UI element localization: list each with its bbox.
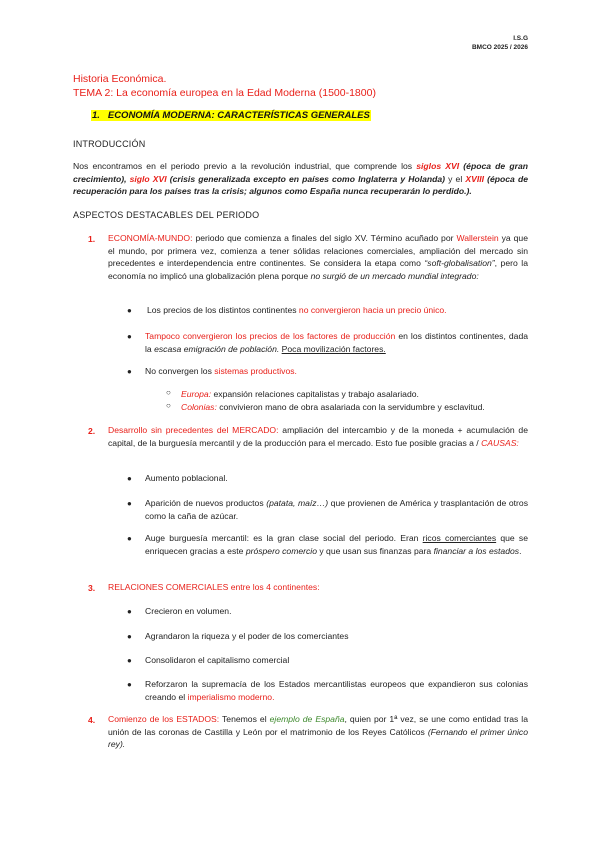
bullet-burguesia: Auge burguesía mercantil: es la gran clase social del periodo. Eran ricos comerciantes que se enriquecen gracias a este próspero comercio y que usan sus finanzas para financiar a los estados. xyxy=(145,533,528,556)
title-topic: TEMA 2: La economía europea en la Edad Moderna (1500-1800) xyxy=(73,87,376,99)
item-number: 4. xyxy=(88,715,96,725)
bullet-precios: Los precios de los distintos continentes no convergieron hacia un precio único. xyxy=(147,305,447,315)
sub-bullet-icon: ○ xyxy=(166,388,171,397)
item-number: 1. xyxy=(88,234,96,244)
bullet-poblacion: Aumento poblacional. xyxy=(145,473,228,483)
item-relaciones: RELACIONES COMERCIALES entre los 4 continentes: xyxy=(108,582,320,592)
intro-heading: INTRODUCCIÓN xyxy=(73,139,146,149)
item-number: 2. xyxy=(88,426,96,436)
section-number: 1. xyxy=(92,110,100,121)
document-title xyxy=(73,72,376,100)
bullet-volumen: Crecieron en volumen. xyxy=(145,606,232,616)
bullet-icon: ● xyxy=(127,474,132,483)
bullet-factores: Tampoco convergieron los precios de los factores de producción en los distintos continentes, dada la escasa emigración de población. Poca movilización factores. xyxy=(145,331,529,354)
item-estados: Comienzo de los ESTADOS: Tenemos el ejemplo de España, quien por 1ª vez, se une como entidad tras la unión de las coronas de Castilla y León por el matrimonio de los Reyes Católicos (Fernando el primer único rey). xyxy=(108,714,528,749)
title-subject: Historia Económica. xyxy=(73,73,167,85)
section-heading xyxy=(91,110,371,121)
item-economia-mundo: ECONOMÍA-MUNDO: periodo que comienza a finales del siglo XV. Término acuñado por Wallerstein ya que el mundo, por primera vez, comienza a tener sólidas relaciones comerciales, ampliación del mercado sin precedentes e interdependencia entre continentes. Se considera la etapa como “soft-globalisation”, pero la economía no implicó una globalización plena porque no surgió de un mercado mundial integrado: xyxy=(108,233,528,281)
bullet-icon: ● xyxy=(127,534,132,543)
item-mercado: Desarrollo sin precedentes del MERCADO: ampliación del intercambio y de la moneda + acumulación de capital, de la burguesía mercantil y de la producción para el mercado. Esto fue posible gracias a / CAUSAS: xyxy=(108,425,528,448)
intro-paragraph: Nos encontramos en el periodo previo a la revolución industrial, que comprende los siglos XVI (época de gran crecimiento), siglo XVI (crisis generalizada excepto en países como Inglaterra y Holanda) y el XVIII (época de recuperación para los países tras la crisis; algunos como España nunca recuperarán lo perdido.). xyxy=(73,161,528,196)
header-course: BMCO 2025 / 2026 xyxy=(471,44,528,51)
bullet-sistemas: No convergen los sistemas productivos. xyxy=(145,366,297,376)
sub-bullet-colonias: Colonias: convivieron mano de obra asalariada con la servidumbre y esclavitud. xyxy=(181,402,485,412)
bullet-icon: ● xyxy=(127,632,132,641)
bullet-icon: ● xyxy=(127,607,132,616)
bullet-icon: ● xyxy=(127,306,132,315)
bullet-supremacia: Reforzaron la supremacía de los Estados mercantilistas europeos que expandieron sus colonias creando el imperialismo moderno. xyxy=(145,679,528,702)
aspects-heading: ASPECTOS DESTACABLES DEL PERIODO xyxy=(73,210,260,220)
section-label: ECONOMÍA MODERNA: CARACTERÍSTICAS GENERALES xyxy=(107,110,370,121)
bullet-icon: ● xyxy=(127,499,132,508)
document-header xyxy=(472,34,528,52)
item-number: 3. xyxy=(88,583,96,593)
bullet-icon: ● xyxy=(127,656,132,665)
header-initials: I.S.G xyxy=(513,35,528,42)
bullet-icon: ● xyxy=(127,332,132,341)
bullet-icon: ● xyxy=(127,367,132,376)
bullet-riqueza: Agrandaron la riqueza y el poder de los comerciantes xyxy=(145,631,349,641)
sub-bullet-icon: ○ xyxy=(166,401,171,410)
bullet-capitalismo: Consolidaron el capitalismo comercial xyxy=(145,655,290,665)
bullet-productos: Aparición de nuevos productos (patata, maíz…) que provienen de América y trasplantación de otros como la caña de azúcar. xyxy=(145,498,528,521)
sub-bullet-europa: Europa: expansión relaciones capitalistas y trabajo asalariado. xyxy=(181,389,419,399)
bullet-icon: ● xyxy=(127,680,132,689)
